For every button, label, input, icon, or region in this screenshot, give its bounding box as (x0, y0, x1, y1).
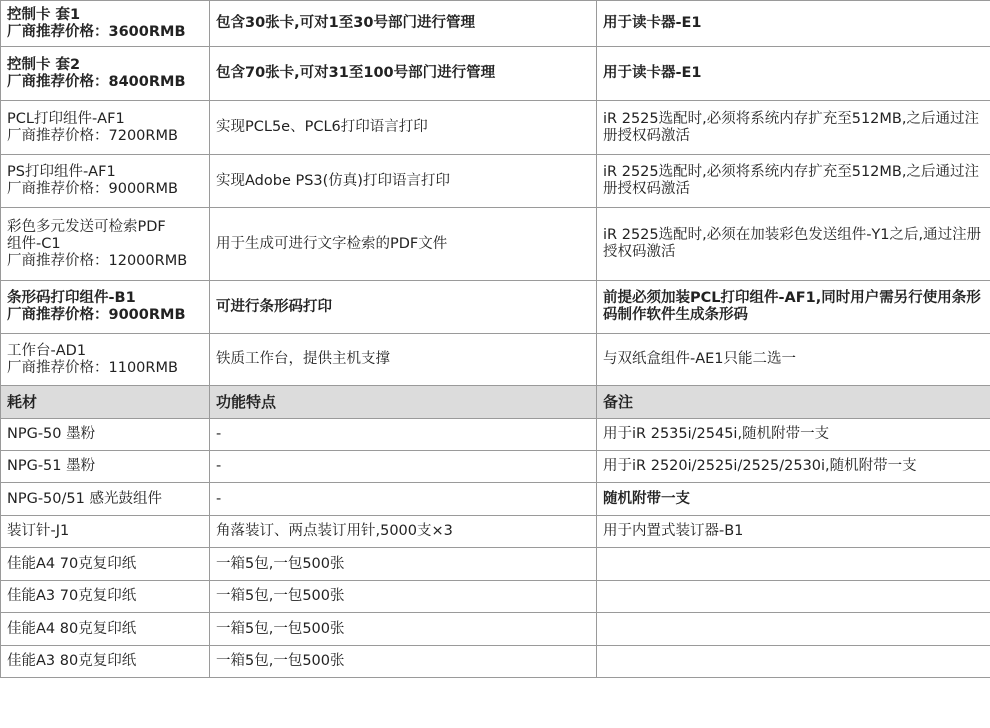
consumable-note: 用于内置式装订器-B1 (597, 516, 990, 548)
option-name: PCL打印组件-AF1 (7, 110, 125, 127)
consumable-feature: - (210, 451, 597, 483)
option-feature: 包含70张卡,可对31至100号部门进行管理 (210, 47, 597, 101)
table-row (1, 646, 990, 678)
option-name-cell (1, 155, 210, 208)
option-feature: 包含30张卡,可对1至30号部门进行管理 (210, 1, 597, 47)
consumable-feature: 一箱5包,一包500张 (210, 613, 597, 646)
option-name-cell (1, 1, 210, 47)
option-price: 厂商推荐价格：7200RMB (7, 127, 178, 144)
option-note: 用于读卡器-E1 (597, 47, 990, 101)
option-note: iR 2525选配时,必须将系统内存扩充至512MB,之后通过注册授权码激活 (597, 155, 990, 208)
option-note: iR 2525选配时,必须将系统内存扩充至512MB,之后通过注册授权码激活 (597, 101, 990, 155)
consumable-name: NPG-50 墨粉 (1, 419, 210, 451)
consumable-note: 用于iR 2520i/2525i/2525/2530i,随机附带一支 (597, 451, 990, 483)
option-note: 用于读卡器-E1 (597, 1, 990, 47)
consumable-feature: 一箱5包,一包500张 (210, 548, 597, 581)
option-price: 厂商推荐价格：3600RMB (7, 23, 186, 40)
consumables-header-row (1, 386, 990, 419)
consumable-note: 用于iR 2535i/2545i,随机附带一支 (597, 419, 990, 451)
option-feature: 可进行条形码打印 (210, 281, 597, 334)
option-note: iR 2525选配时,必须在加装彩色发送组件-Y1之后,通过注册授权码激活 (597, 208, 990, 281)
option-feature: 用于生成可进行文字检索的PDF文件 (210, 208, 597, 281)
consumable-name: NPG-50/51 感光鼓组件 (1, 483, 210, 516)
consumable-name: 佳能A4 80克复印纸 (1, 613, 210, 646)
table-row (1, 548, 990, 581)
option-price: 厂商推荐价格：12000RMB (7, 252, 188, 269)
option-name: PS打印组件-AF1 (7, 164, 116, 180)
table-row (1, 47, 990, 101)
option-price: 厂商推荐价格：9000RMB (7, 307, 186, 323)
option-name: 条形码打印组件-B1 (7, 290, 136, 306)
table-row (1, 155, 990, 208)
option-name: 控制卡 套2 (7, 56, 81, 73)
consumable-feature: 角落装订、两点装订用针,5000支×3 (210, 516, 597, 548)
consumable-feature: - (210, 483, 597, 516)
option-name: 工作台-AD1 (7, 342, 87, 359)
table-row (1, 208, 990, 281)
consumable-note (597, 613, 990, 646)
table-row (1, 101, 990, 155)
consumable-note (597, 548, 990, 581)
consumable-name: 装订针-J1 (1, 516, 210, 548)
consumable-name: NPG-51 墨粉 (1, 451, 210, 483)
table-row (1, 483, 990, 516)
option-feature: 铁质工作台，提供主机支撑 (210, 334, 597, 386)
consumable-name: 佳能A4 70克复印纸 (1, 548, 210, 581)
consumable-name: 佳能A3 70克复印纸 (1, 581, 210, 613)
option-price: 厂商推荐价格：8400RMB (7, 73, 186, 90)
option-price: 厂商推荐价格：9000RMB (7, 181, 178, 197)
consumable-note (597, 646, 990, 678)
table-row (1, 334, 990, 386)
option-note: 与双纸盒组件-AE1只能二选一 (597, 334, 990, 386)
header-features: 功能特点 (210, 386, 597, 419)
consumable-note (597, 581, 990, 613)
table-row (1, 419, 990, 451)
table-row (1, 1, 990, 47)
header-notes: 备注 (597, 386, 990, 419)
option-name-cell (1, 101, 210, 155)
table-row (1, 581, 990, 613)
consumable-feature: 一箱5包,一包500张 (210, 581, 597, 613)
option-feature: 实现Adobe PS3(仿真)打印语言打印 (210, 155, 597, 208)
option-name-cell (1, 334, 210, 386)
option-name: 控制卡 套1 (7, 6, 81, 23)
option-name-cell (1, 47, 210, 101)
option-name-cell (1, 281, 210, 334)
consumable-note: 随机附带一支 (597, 483, 990, 516)
consumable-feature: 一箱5包,一包500张 (210, 646, 597, 678)
table-row (1, 516, 990, 548)
header-consumables: 耗材 (1, 386, 210, 419)
option-name-cell (1, 208, 210, 281)
option-price: 厂商推荐价格：1100RMB (7, 359, 178, 376)
table-row (1, 281, 990, 334)
consumable-name: 佳能A3 80克复印纸 (1, 646, 210, 678)
table-row (1, 613, 990, 646)
table-row (1, 451, 990, 483)
consumable-feature: - (210, 419, 597, 451)
option-note: 前提必须加装PCL打印组件-AF1,同时用户需另行使用条形码制作软件生成条形码 (597, 281, 990, 334)
option-feature: 实现PCL5e、PCL6打印语言打印 (210, 101, 597, 155)
option-name: 彩色多元发送可检索PDF (7, 218, 166, 235)
spec-table-body (1, 1, 990, 678)
option-name-line2: 组件-C1 (7, 235, 61, 252)
